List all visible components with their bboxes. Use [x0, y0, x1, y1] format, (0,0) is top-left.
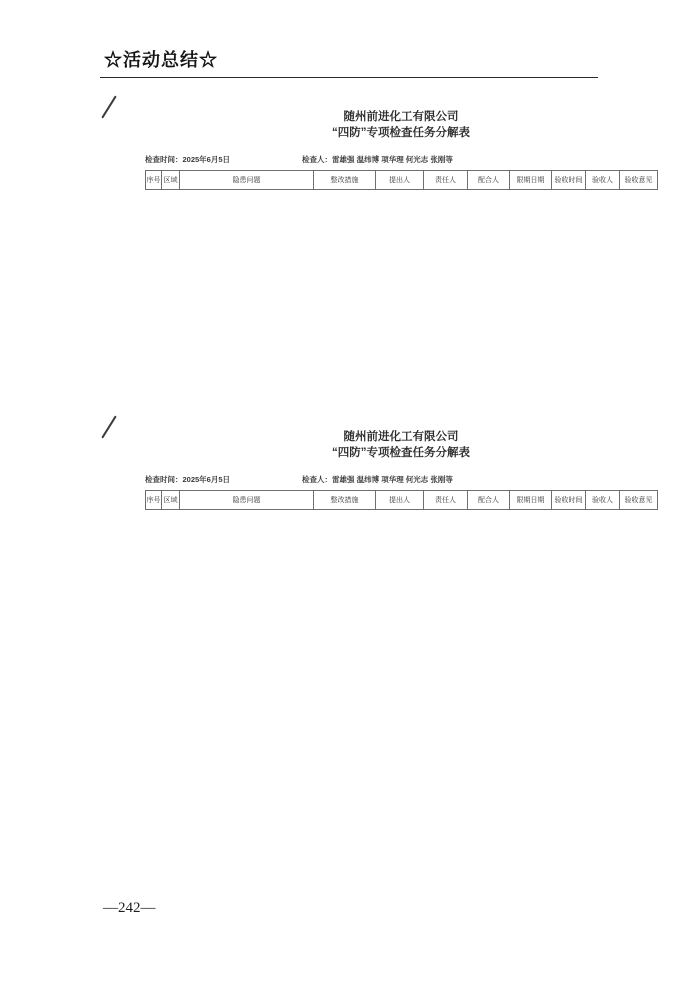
column-header: 责任人	[424, 491, 468, 510]
column-header: 验收人	[586, 491, 620, 510]
column-header: 区域	[162, 491, 180, 510]
column-header: 配合人	[468, 491, 510, 510]
column-header: 区域	[162, 171, 180, 190]
column-header: 验收时间	[552, 491, 586, 510]
form-heading	[145, 408, 657, 461]
column-header: 提出人	[376, 171, 424, 190]
scan-block-1	[100, 88, 660, 190]
column-header: 配合人	[468, 171, 510, 190]
column-header: 整改措施	[314, 491, 376, 510]
form-meta	[145, 474, 657, 485]
scan-table-head-row	[146, 171, 658, 190]
column-header: 隐患问题	[180, 491, 314, 510]
company-title: 随州前进化工有限公司	[343, 431, 459, 443]
pen-slash-mark	[101, 415, 116, 438]
column-header: 验收人	[586, 171, 620, 190]
inspection-table	[145, 170, 658, 190]
column-header: 验收意见	[620, 171, 658, 190]
scan-block-2	[100, 408, 660, 510]
scan-table-head-row	[146, 491, 658, 510]
company-title: 随州前进化工有限公司	[343, 111, 459, 123]
inspection-table	[145, 490, 658, 510]
form-title: “四防”专项检查任务分解表	[332, 126, 470, 139]
column-header: 验收时间	[552, 171, 586, 190]
column-header: 整改措施	[314, 171, 376, 190]
form-title: “四防”专项检查任务分解表	[332, 446, 470, 459]
form-meta	[145, 154, 657, 165]
page-title: ☆活动总结☆	[104, 50, 218, 70]
column-header: 限期日期	[510, 171, 552, 190]
checkers: 检查人：雷雄强 温纬博 项华理 何光志 张刚等	[302, 475, 453, 485]
page-number: —242—	[103, 900, 156, 916]
check-time: 检查时间：2025年6月5日	[145, 475, 231, 485]
column-header: 序号	[146, 171, 162, 190]
column-header: 限期日期	[510, 491, 552, 510]
column-header: 验收意见	[620, 491, 658, 510]
column-header: 责任人	[424, 171, 468, 190]
column-header: 序号	[146, 491, 162, 510]
checkers: 检查人：雷雄强 温纬博 项华理 何光志 张刚等	[302, 155, 453, 165]
column-header: 提出人	[376, 491, 424, 510]
pen-slash-mark	[101, 95, 116, 118]
form-heading	[145, 88, 657, 141]
column-header: 隐患问题	[180, 171, 314, 190]
header-divider	[100, 77, 598, 78]
check-time: 检查时间：2025年6月5日	[145, 155, 231, 165]
